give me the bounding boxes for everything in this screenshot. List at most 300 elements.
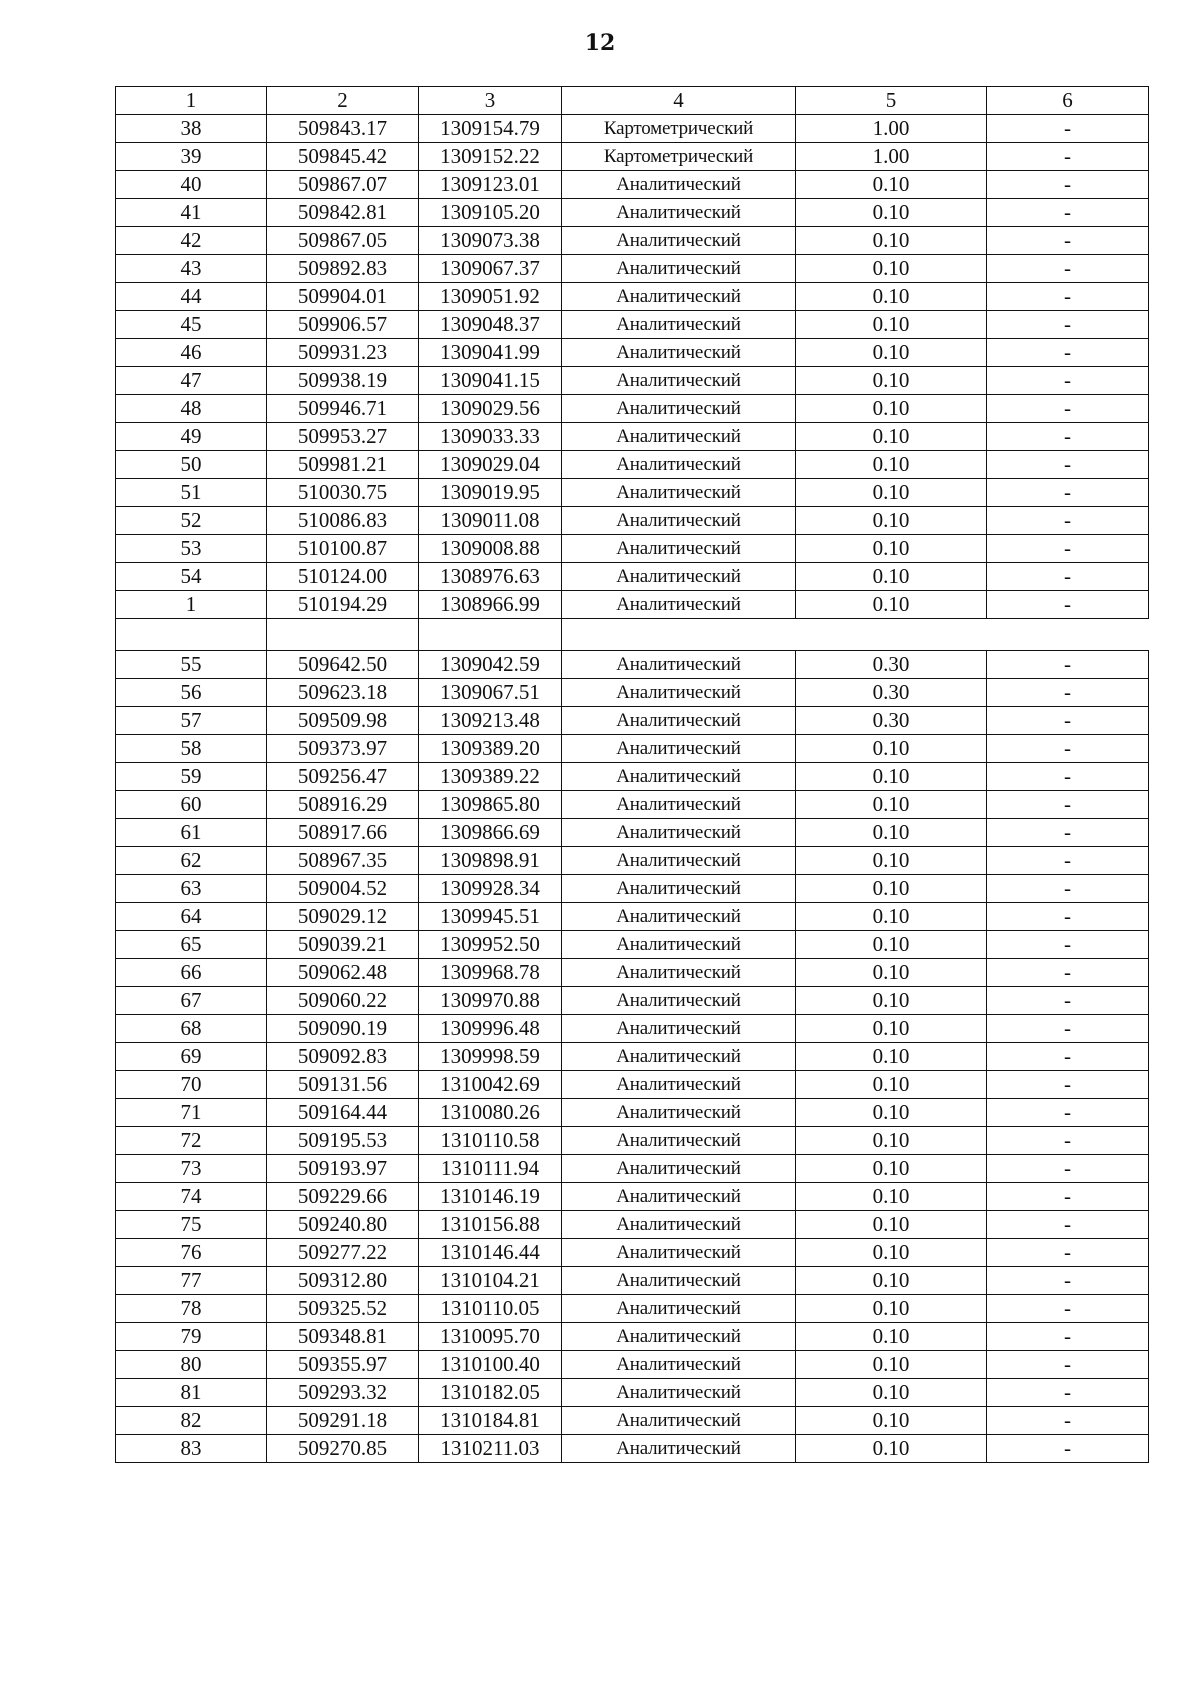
header-cell-4: 4 bbox=[562, 87, 796, 115]
coord-x-cell: 509892.83 bbox=[267, 255, 419, 283]
accuracy-cell: 0.10 bbox=[796, 1127, 987, 1155]
table-row bbox=[116, 1099, 1149, 1127]
point-number-cell: 65 bbox=[116, 931, 267, 959]
point-number-cell: 42 bbox=[116, 227, 267, 255]
table-row bbox=[116, 395, 1149, 423]
coord-x-cell: 509867.05 bbox=[267, 227, 419, 255]
coord-x-cell: 509355.97 bbox=[267, 1351, 419, 1379]
description-cell: - bbox=[987, 735, 1149, 763]
accuracy-cell: 0.10 bbox=[796, 791, 987, 819]
description-cell: - bbox=[987, 171, 1149, 199]
method-cell: Аналитический bbox=[562, 1155, 796, 1183]
header-cell-2: 2 bbox=[267, 87, 419, 115]
method-cell: Аналитический bbox=[562, 791, 796, 819]
accuracy-cell: 0.10 bbox=[796, 1267, 987, 1295]
table-row bbox=[116, 227, 1149, 255]
header-cell-1: 1 bbox=[116, 87, 267, 115]
point-number-cell: 43 bbox=[116, 255, 267, 283]
method-cell: Аналитический bbox=[562, 819, 796, 847]
description-cell: - bbox=[987, 1379, 1149, 1407]
coord-x-cell: 509195.53 bbox=[267, 1127, 419, 1155]
coord-x-cell: 509256.47 bbox=[267, 763, 419, 791]
accuracy-cell: 0.10 bbox=[796, 255, 987, 283]
description-cell: - bbox=[987, 311, 1149, 339]
coord-y-cell: 1309389.20 bbox=[419, 735, 562, 763]
method-cell: Аналитический bbox=[562, 1183, 796, 1211]
table-gap bbox=[116, 619, 1149, 651]
point-number-cell: 80 bbox=[116, 1351, 267, 1379]
accuracy-cell: 0.10 bbox=[796, 959, 987, 987]
coord-y-cell: 1309041.15 bbox=[419, 367, 562, 395]
accuracy-cell: 0.10 bbox=[796, 311, 987, 339]
accuracy-cell: 0.10 bbox=[796, 1015, 987, 1043]
table-row bbox=[116, 735, 1149, 763]
description-cell: - bbox=[987, 651, 1149, 679]
description-cell: - bbox=[987, 1239, 1149, 1267]
description-cell: - bbox=[987, 1435, 1149, 1463]
coord-x-cell: 509845.42 bbox=[267, 143, 419, 171]
description-cell: - bbox=[987, 679, 1149, 707]
point-number-cell: 62 bbox=[116, 847, 267, 875]
coord-y-cell: 1309865.80 bbox=[419, 791, 562, 819]
coord-x-cell: 509325.52 bbox=[267, 1295, 419, 1323]
coord-x-cell: 510100.87 bbox=[267, 535, 419, 563]
accuracy-cell: 0.10 bbox=[796, 1295, 987, 1323]
coord-y-cell: 1309928.34 bbox=[419, 875, 562, 903]
method-cell: Аналитический bbox=[562, 1323, 796, 1351]
coord-y-cell: 1310100.40 bbox=[419, 1351, 562, 1379]
coord-y-cell: 1309067.51 bbox=[419, 679, 562, 707]
point-number-cell: 61 bbox=[116, 819, 267, 847]
accuracy-cell: 0.10 bbox=[796, 283, 987, 311]
coord-x-cell: 509843.17 bbox=[267, 115, 419, 143]
method-cell: Аналитический bbox=[562, 1043, 796, 1071]
method-cell: Аналитический bbox=[562, 1267, 796, 1295]
table-row bbox=[116, 1407, 1149, 1435]
page-number: 12 bbox=[584, 30, 616, 56]
point-number-cell: 60 bbox=[116, 791, 267, 819]
description-cell: - bbox=[987, 507, 1149, 535]
coord-x-cell: 509291.18 bbox=[267, 1407, 419, 1435]
method-cell: Аналитический bbox=[562, 1099, 796, 1127]
coord-y-cell: 1309952.50 bbox=[419, 931, 562, 959]
coord-y-cell: 1310211.03 bbox=[419, 1435, 562, 1463]
table-row bbox=[116, 931, 1149, 959]
point-number-cell: 74 bbox=[116, 1183, 267, 1211]
description-cell: - bbox=[987, 1183, 1149, 1211]
accuracy-cell: 0.10 bbox=[796, 507, 987, 535]
table-row bbox=[116, 115, 1149, 143]
coord-y-cell: 1309898.91 bbox=[419, 847, 562, 875]
coord-x-cell: 508916.29 bbox=[267, 791, 419, 819]
method-cell: Аналитический bbox=[562, 367, 796, 395]
point-number-cell: 72 bbox=[116, 1127, 267, 1155]
description-cell: - bbox=[987, 903, 1149, 931]
description-cell: - bbox=[987, 479, 1149, 507]
coord-y-cell: 1309008.88 bbox=[419, 535, 562, 563]
accuracy-cell: 0.10 bbox=[796, 1239, 987, 1267]
point-number-cell: 55 bbox=[116, 651, 267, 679]
accuracy-cell: 0.10 bbox=[796, 423, 987, 451]
accuracy-cell: 0.30 bbox=[796, 679, 987, 707]
coord-x-cell: 509004.52 bbox=[267, 875, 419, 903]
description-cell: - bbox=[987, 1155, 1149, 1183]
description-cell: - bbox=[987, 1127, 1149, 1155]
accuracy-cell: 1.00 bbox=[796, 115, 987, 143]
coord-x-cell: 509312.80 bbox=[267, 1267, 419, 1295]
table-row bbox=[116, 171, 1149, 199]
coord-y-cell: 1309029.56 bbox=[419, 395, 562, 423]
table-row bbox=[116, 987, 1149, 1015]
point-number-cell: 71 bbox=[116, 1099, 267, 1127]
coord-x-cell: 509240.80 bbox=[267, 1211, 419, 1239]
gap-cell bbox=[562, 619, 1149, 651]
table-row bbox=[116, 339, 1149, 367]
point-number-cell: 63 bbox=[116, 875, 267, 903]
point-number-cell: 78 bbox=[116, 1295, 267, 1323]
point-number-cell: 58 bbox=[116, 735, 267, 763]
accuracy-cell: 0.10 bbox=[796, 171, 987, 199]
coord-y-cell: 1309033.33 bbox=[419, 423, 562, 451]
coord-x-cell: 509270.85 bbox=[267, 1435, 419, 1463]
accuracy-cell: 0.10 bbox=[796, 1155, 987, 1183]
table-row bbox=[116, 819, 1149, 847]
table-row bbox=[116, 651, 1149, 679]
coord-y-cell: 1310042.69 bbox=[419, 1071, 562, 1099]
method-cell: Аналитический bbox=[562, 339, 796, 367]
coord-x-cell: 509906.57 bbox=[267, 311, 419, 339]
table-row bbox=[116, 535, 1149, 563]
table-row bbox=[116, 1435, 1149, 1463]
table-row bbox=[116, 875, 1149, 903]
accuracy-cell: 1.00 bbox=[796, 143, 987, 171]
coord-x-cell: 508967.35 bbox=[267, 847, 419, 875]
method-cell: Аналитический bbox=[562, 171, 796, 199]
table-row bbox=[116, 1323, 1149, 1351]
method-cell: Аналитический bbox=[562, 875, 796, 903]
point-number-cell: 77 bbox=[116, 1267, 267, 1295]
description-cell: - bbox=[987, 875, 1149, 903]
coord-x-cell: 509642.50 bbox=[267, 651, 419, 679]
coord-x-cell: 510030.75 bbox=[267, 479, 419, 507]
table-row bbox=[116, 1295, 1149, 1323]
point-number-cell: 48 bbox=[116, 395, 267, 423]
coord-y-cell: 1309968.78 bbox=[419, 959, 562, 987]
coord-y-cell: 1310110.05 bbox=[419, 1295, 562, 1323]
point-number-cell: 73 bbox=[116, 1155, 267, 1183]
description-cell: - bbox=[987, 819, 1149, 847]
description-cell: - bbox=[987, 535, 1149, 563]
table-row bbox=[116, 847, 1149, 875]
table-block-2 bbox=[116, 651, 1149, 1463]
table-block-1 bbox=[116, 115, 1149, 619]
coord-y-cell: 1309996.48 bbox=[419, 1015, 562, 1043]
coord-y-cell: 1309019.95 bbox=[419, 479, 562, 507]
method-cell: Аналитический bbox=[562, 931, 796, 959]
accuracy-cell: 0.10 bbox=[796, 1043, 987, 1071]
description-cell: - bbox=[987, 763, 1149, 791]
accuracy-cell: 0.10 bbox=[796, 1099, 987, 1127]
table-row bbox=[116, 903, 1149, 931]
coord-y-cell: 1309042.59 bbox=[419, 651, 562, 679]
header-row bbox=[116, 87, 1149, 115]
coord-x-cell: 509842.81 bbox=[267, 199, 419, 227]
description-cell: - bbox=[987, 847, 1149, 875]
description-cell: - bbox=[987, 1295, 1149, 1323]
accuracy-cell: 0.10 bbox=[796, 591, 987, 619]
point-number-cell: 49 bbox=[116, 423, 267, 451]
table-row bbox=[116, 679, 1149, 707]
description-cell: - bbox=[987, 707, 1149, 735]
point-number-cell: 81 bbox=[116, 1379, 267, 1407]
method-cell: Аналитический bbox=[562, 763, 796, 791]
table-row bbox=[116, 311, 1149, 339]
coord-y-cell: 1310111.94 bbox=[419, 1155, 562, 1183]
table-row bbox=[116, 707, 1149, 735]
coord-x-cell: 509938.19 bbox=[267, 367, 419, 395]
method-cell: Аналитический bbox=[562, 1127, 796, 1155]
coord-y-cell: 1309105.20 bbox=[419, 199, 562, 227]
accuracy-cell: 0.10 bbox=[796, 1379, 987, 1407]
accuracy-cell: 0.10 bbox=[796, 875, 987, 903]
table-row bbox=[116, 143, 1149, 171]
table-row bbox=[116, 1239, 1149, 1267]
accuracy-cell: 0.10 bbox=[796, 819, 987, 847]
method-cell: Аналитический bbox=[562, 563, 796, 591]
method-cell: Аналитический bbox=[562, 199, 796, 227]
coord-y-cell: 1309051.92 bbox=[419, 283, 562, 311]
coord-x-cell: 509623.18 bbox=[267, 679, 419, 707]
coord-x-cell: 509277.22 bbox=[267, 1239, 419, 1267]
coord-y-cell: 1309152.22 bbox=[419, 143, 562, 171]
coord-y-cell: 1309154.79 bbox=[419, 115, 562, 143]
description-cell: - bbox=[987, 987, 1149, 1015]
coord-x-cell: 509193.97 bbox=[267, 1155, 419, 1183]
accuracy-cell: 0.10 bbox=[796, 1071, 987, 1099]
table-row bbox=[116, 1379, 1149, 1407]
method-cell: Аналитический bbox=[562, 395, 796, 423]
table-row bbox=[116, 1015, 1149, 1043]
accuracy-cell: 0.10 bbox=[796, 339, 987, 367]
point-number-cell: 75 bbox=[116, 1211, 267, 1239]
description-cell: - bbox=[987, 1267, 1149, 1295]
method-cell: Аналитический bbox=[562, 255, 796, 283]
coord-x-cell: 509293.32 bbox=[267, 1379, 419, 1407]
coord-x-cell: 509348.81 bbox=[267, 1323, 419, 1351]
header-cell-3: 3 bbox=[419, 87, 562, 115]
coord-y-cell: 1309041.99 bbox=[419, 339, 562, 367]
accuracy-cell: 0.10 bbox=[796, 395, 987, 423]
point-number-cell: 52 bbox=[116, 507, 267, 535]
method-cell: Аналитический bbox=[562, 1239, 796, 1267]
accuracy-cell: 0.30 bbox=[796, 651, 987, 679]
accuracy-cell: 0.10 bbox=[796, 451, 987, 479]
table-row bbox=[116, 563, 1149, 591]
coord-y-cell: 1309970.88 bbox=[419, 987, 562, 1015]
method-cell: Аналитический bbox=[562, 1071, 796, 1099]
coord-y-cell: 1309213.48 bbox=[419, 707, 562, 735]
method-cell: Аналитический bbox=[562, 959, 796, 987]
method-cell: Аналитический bbox=[562, 591, 796, 619]
point-number-cell: 51 bbox=[116, 479, 267, 507]
table-row bbox=[116, 763, 1149, 791]
method-cell: Картометрический bbox=[562, 143, 796, 171]
coord-y-cell: 1310146.44 bbox=[419, 1239, 562, 1267]
accuracy-cell: 0.10 bbox=[796, 227, 987, 255]
accuracy-cell: 0.10 bbox=[796, 987, 987, 1015]
description-cell: - bbox=[987, 1323, 1149, 1351]
description-cell: - bbox=[987, 283, 1149, 311]
coord-x-cell: 509509.98 bbox=[267, 707, 419, 735]
description-cell: - bbox=[987, 1099, 1149, 1127]
table-row bbox=[116, 1155, 1149, 1183]
table-row bbox=[116, 1043, 1149, 1071]
accuracy-cell: 0.10 bbox=[796, 735, 987, 763]
coord-x-cell: 510124.00 bbox=[267, 563, 419, 591]
method-cell: Аналитический bbox=[562, 1351, 796, 1379]
point-number-cell: 67 bbox=[116, 987, 267, 1015]
coord-x-cell: 509029.12 bbox=[267, 903, 419, 931]
point-number-cell: 46 bbox=[116, 339, 267, 367]
point-number-cell: 64 bbox=[116, 903, 267, 931]
point-number-cell: 1 bbox=[116, 591, 267, 619]
coord-x-cell: 509060.22 bbox=[267, 987, 419, 1015]
coord-x-cell: 509953.27 bbox=[267, 423, 419, 451]
description-cell: - bbox=[987, 255, 1149, 283]
table-header bbox=[116, 87, 1149, 115]
method-cell: Аналитический bbox=[562, 735, 796, 763]
point-number-cell: 40 bbox=[116, 171, 267, 199]
point-number-cell: 57 bbox=[116, 707, 267, 735]
gap-cell bbox=[419, 619, 562, 651]
accuracy-cell: 0.10 bbox=[796, 1211, 987, 1239]
description-cell: - bbox=[987, 227, 1149, 255]
table-row bbox=[116, 367, 1149, 395]
coord-x-cell: 509164.44 bbox=[267, 1099, 419, 1127]
coord-y-cell: 1308976.63 bbox=[419, 563, 562, 591]
header-cell-5: 5 bbox=[796, 87, 987, 115]
method-cell: Аналитический bbox=[562, 423, 796, 451]
table-row bbox=[116, 451, 1149, 479]
description-cell: - bbox=[987, 959, 1149, 987]
method-cell: Аналитический bbox=[562, 451, 796, 479]
method-cell: Аналитический bbox=[562, 903, 796, 931]
gap-cell bbox=[116, 619, 267, 651]
coord-x-cell: 509931.23 bbox=[267, 339, 419, 367]
method-cell: Аналитический bbox=[562, 847, 796, 875]
method-cell: Аналитический bbox=[562, 1407, 796, 1435]
table-row bbox=[116, 1267, 1149, 1295]
coord-y-cell: 1309067.37 bbox=[419, 255, 562, 283]
description-cell: - bbox=[987, 1211, 1149, 1239]
description-cell: - bbox=[987, 423, 1149, 451]
description-cell: - bbox=[987, 367, 1149, 395]
coord-y-cell: 1310080.26 bbox=[419, 1099, 562, 1127]
table-row bbox=[116, 1351, 1149, 1379]
accuracy-cell: 0.10 bbox=[796, 847, 987, 875]
point-number-cell: 53 bbox=[116, 535, 267, 563]
coord-x-cell: 510194.29 bbox=[267, 591, 419, 619]
description-cell: - bbox=[987, 115, 1149, 143]
table-row bbox=[116, 591, 1149, 619]
coord-x-cell: 509039.21 bbox=[267, 931, 419, 959]
table-row bbox=[116, 1183, 1149, 1211]
table-row bbox=[116, 283, 1149, 311]
coord-y-cell: 1309945.51 bbox=[419, 903, 562, 931]
table-row bbox=[116, 959, 1149, 987]
method-cell: Аналитический bbox=[562, 535, 796, 563]
method-cell: Аналитический bbox=[562, 651, 796, 679]
accuracy-cell: 0.10 bbox=[796, 1407, 987, 1435]
method-cell: Аналитический bbox=[562, 311, 796, 339]
coord-x-cell: 509946.71 bbox=[267, 395, 419, 423]
description-cell: - bbox=[987, 1071, 1149, 1099]
description-cell: - bbox=[987, 1015, 1149, 1043]
coord-y-cell: 1309048.37 bbox=[419, 311, 562, 339]
accuracy-cell: 0.10 bbox=[796, 199, 987, 227]
accuracy-cell: 0.10 bbox=[796, 1435, 987, 1463]
coord-y-cell: 1310182.05 bbox=[419, 1379, 562, 1407]
coord-y-cell: 1308966.99 bbox=[419, 591, 562, 619]
description-cell: - bbox=[987, 791, 1149, 819]
description-cell: - bbox=[987, 143, 1149, 171]
point-number-cell: 41 bbox=[116, 199, 267, 227]
description-cell: - bbox=[987, 451, 1149, 479]
accuracy-cell: 0.10 bbox=[796, 931, 987, 959]
point-number-cell: 59 bbox=[116, 763, 267, 791]
coord-y-cell: 1309011.08 bbox=[419, 507, 562, 535]
method-cell: Аналитический bbox=[562, 1379, 796, 1407]
point-number-cell: 38 bbox=[116, 115, 267, 143]
point-number-cell: 68 bbox=[116, 1015, 267, 1043]
coord-y-cell: 1310146.19 bbox=[419, 1183, 562, 1211]
coord-y-cell: 1310104.21 bbox=[419, 1267, 562, 1295]
coord-y-cell: 1309029.04 bbox=[419, 451, 562, 479]
coord-y-cell: 1309866.69 bbox=[419, 819, 562, 847]
table-row bbox=[116, 479, 1149, 507]
accuracy-cell: 0.10 bbox=[796, 763, 987, 791]
description-cell: - bbox=[987, 339, 1149, 367]
point-number-cell: 44 bbox=[116, 283, 267, 311]
coord-x-cell: 508917.66 bbox=[267, 819, 419, 847]
coord-y-cell: 1310184.81 bbox=[419, 1407, 562, 1435]
method-cell: Аналитический bbox=[562, 1295, 796, 1323]
coord-x-cell: 509131.56 bbox=[267, 1071, 419, 1099]
point-number-cell: 47 bbox=[116, 367, 267, 395]
description-cell: - bbox=[987, 591, 1149, 619]
coord-x-cell: 509092.83 bbox=[267, 1043, 419, 1071]
coord-y-cell: 1310095.70 bbox=[419, 1323, 562, 1351]
description-cell: - bbox=[987, 931, 1149, 959]
table-row bbox=[116, 507, 1149, 535]
method-cell: Аналитический bbox=[562, 283, 796, 311]
table-row bbox=[116, 199, 1149, 227]
table-row bbox=[116, 791, 1149, 819]
coord-x-cell: 509373.97 bbox=[267, 735, 419, 763]
header-cell-6: 6 bbox=[987, 87, 1149, 115]
accuracy-cell: 0.10 bbox=[796, 903, 987, 931]
coord-y-cell: 1310156.88 bbox=[419, 1211, 562, 1239]
point-number-cell: 45 bbox=[116, 311, 267, 339]
method-cell: Аналитический bbox=[562, 707, 796, 735]
point-number-cell: 82 bbox=[116, 1407, 267, 1435]
point-number-cell: 54 bbox=[116, 563, 267, 591]
method-cell: Аналитический bbox=[562, 1015, 796, 1043]
point-number-cell: 66 bbox=[116, 959, 267, 987]
method-cell: Аналитический bbox=[562, 987, 796, 1015]
point-number-cell: 76 bbox=[116, 1239, 267, 1267]
coordinates-table bbox=[115, 86, 1149, 1463]
